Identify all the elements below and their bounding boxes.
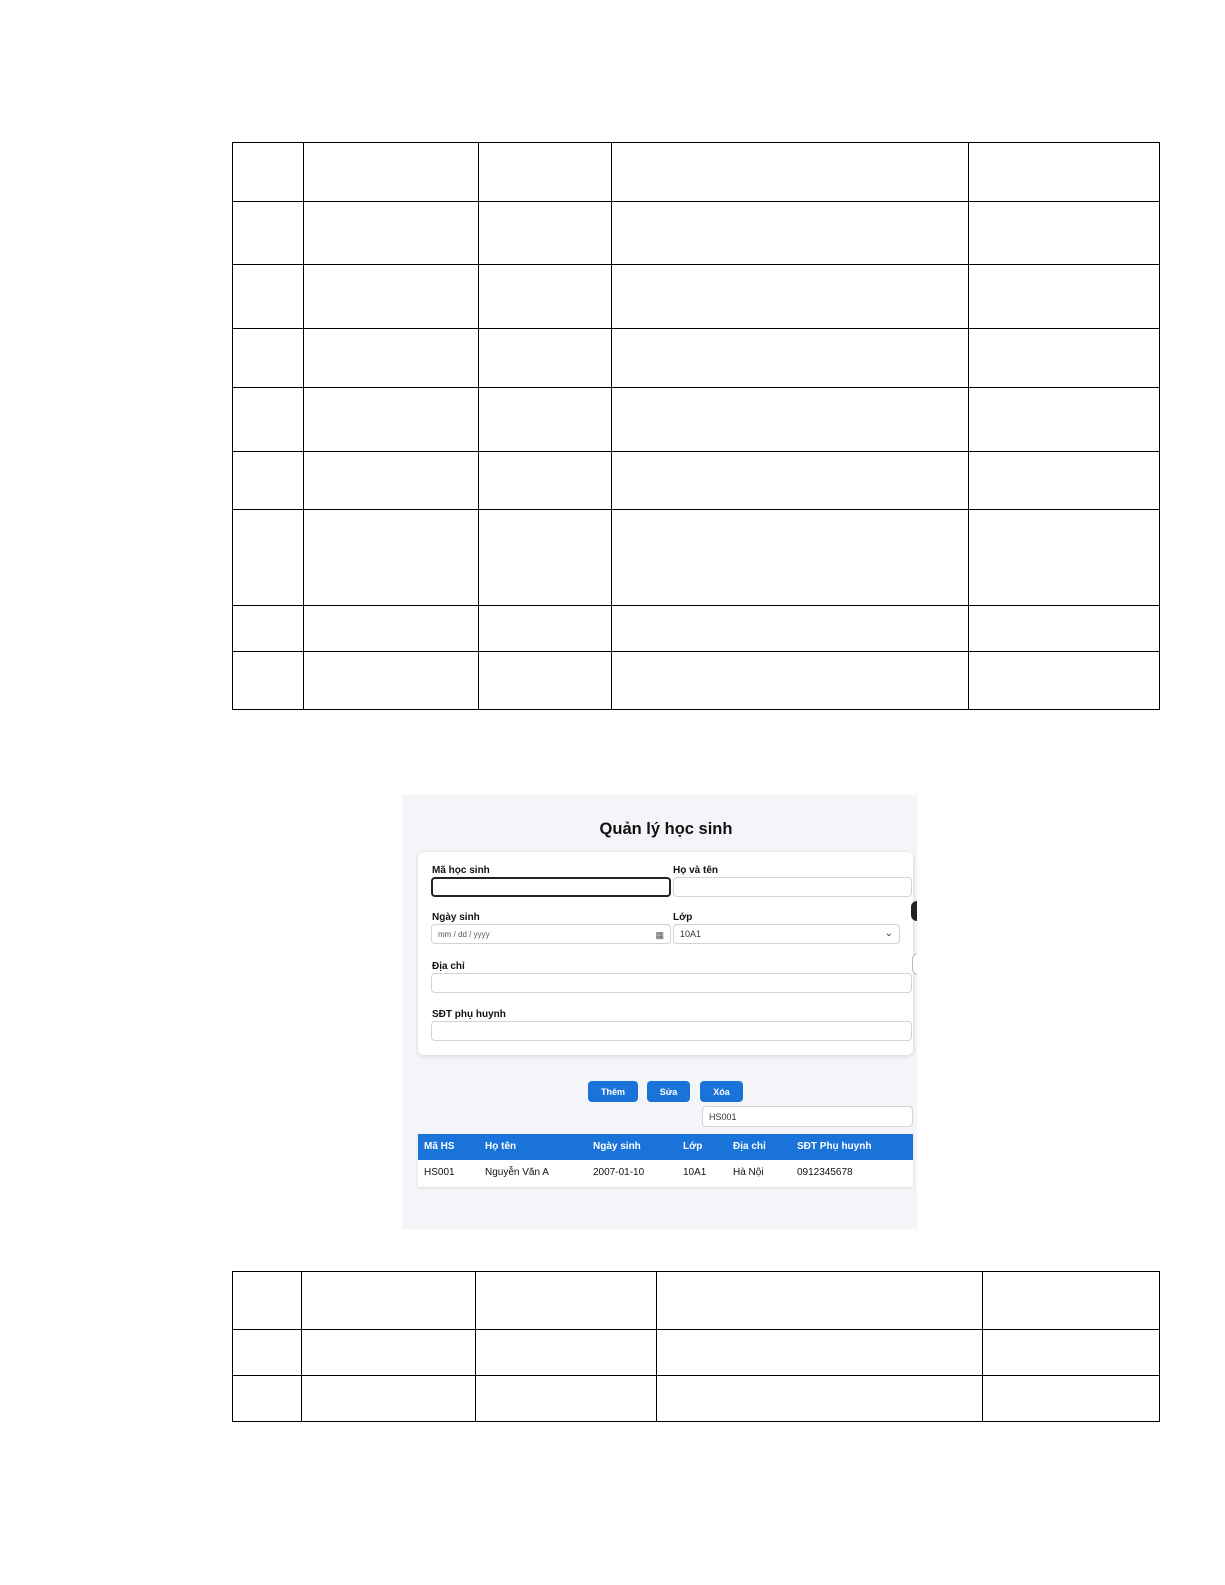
page-title: Quản lý học sinh (599, 820, 733, 838)
side-handle-arc (912, 953, 917, 975)
dob-placeholder: mm / dd / yyyy (438, 929, 490, 939)
header-address: Địa chỉ (733, 1141, 766, 1152)
header-class: Lớp (683, 1141, 703, 1152)
table-header (418, 1134, 913, 1160)
side-handle-dot (911, 901, 917, 921)
parent-phone-label: SĐT phụ huynh (432, 1009, 506, 1020)
student-id-label: Mã học sinh (432, 865, 490, 876)
document-table-bottom (232, 1271, 1160, 1422)
full-name-label: Họ và tên (673, 865, 719, 876)
student-table (418, 1134, 913, 1187)
class-label: Lớp (673, 912, 693, 923)
student-form (418, 852, 913, 1055)
parent-phone-input[interactable] (431, 1021, 912, 1041)
cell-full-name: Nguyễn Văn A (485, 1167, 549, 1178)
class-select[interactable] (673, 924, 900, 944)
student-id-input[interactable] (431, 877, 671, 897)
app-screenshot (402, 795, 917, 1229)
cell-class: 10A1 (683, 1167, 707, 1178)
cell-address: Hà Nội (733, 1167, 764, 1178)
dob-label: Ngày sinh (432, 912, 480, 923)
header-dob: Ngày sinh (593, 1141, 641, 1152)
header-parent-phone: SĐT Phụ huynh (797, 1141, 872, 1152)
full-name-input[interactable] (673, 877, 912, 897)
search-input[interactable]: HS001 (702, 1106, 913, 1127)
header-full-name: Họ tên (485, 1141, 517, 1152)
edit-button[interactable]: Sửa (647, 1081, 690, 1102)
address-label: Địa chỉ (432, 961, 465, 972)
dob-input[interactable] (431, 924, 671, 944)
cell-student-id: HS001 (424, 1167, 455, 1178)
header-student-id: Mã HS (424, 1141, 455, 1152)
cell-parent-phone: 0912345678 (797, 1167, 853, 1178)
document-table-top (232, 142, 1160, 710)
calendar-icon[interactable]: ▦ (655, 930, 664, 940)
chevron-down-icon: ⌄ (884, 928, 893, 939)
delete-button[interactable]: Xóa (700, 1081, 743, 1102)
address-input[interactable] (431, 973, 912, 993)
add-button[interactable]: Thêm (588, 1081, 638, 1102)
class-selected-value: 10A1 (680, 929, 702, 939)
cell-dob: 2007-01-10 (593, 1167, 645, 1178)
